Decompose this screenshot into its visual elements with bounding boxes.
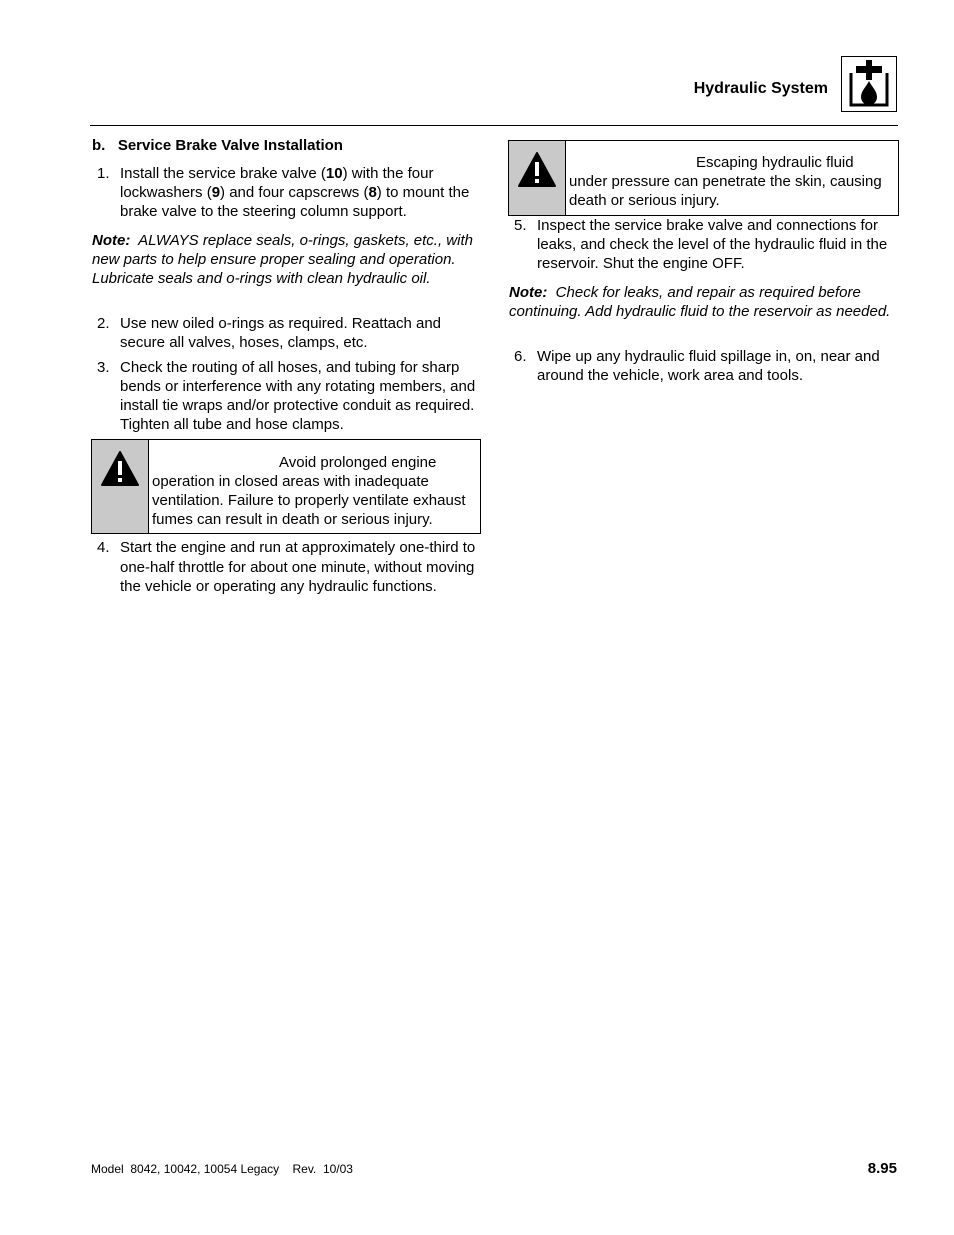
note-text: ALWAYS replace seals, o-rings, gaskets, etc., with new parts to help ensure proper sealing and operation. Lubricate seals and o-rings with clean hydraulic oil. — [92, 232, 473, 287]
step-2 — [92, 314, 482, 352]
step-6 — [509, 347, 899, 385]
warning-gutter — [92, 440, 149, 533]
footer-model-info: Model 8042, 10042, 10054 Legacy Rev. 10/03 — [91, 1162, 353, 1176]
step-text: Inspect the service brake valve and connections for leaks, and check the level of the hydraulic fluid in the reservoir. Shut the engine OFF. — [537, 217, 888, 272]
step-text: Check the routing of all hoses, and tubing for sharp bends or interference with any rotating members, and install tie wraps and/or protective conduit as required. Tighten all tube and hose clamps. — [120, 359, 476, 433]
step-number: 2. — [97, 315, 110, 332]
warning-box — [91, 439, 481, 534]
step-1 — [92, 164, 482, 221]
warning-text: Escaping hydraulic fluid under pressure can penetrate the skin, causing death or serious injury. — [569, 154, 882, 209]
warning-text: Avoid prolonged engine operation in closed areas with inadequate ventilation. Failure to properly ventilate exhaust fumes can result in death or serious injury. — [152, 454, 466, 528]
note — [509, 283, 894, 321]
step-5 — [509, 216, 899, 273]
warning-gutter — [509, 141, 566, 215]
step-number: 3. — [97, 359, 110, 376]
note-label: Note: — [509, 284, 548, 301]
step-text: Wipe up any hydraulic fluid spillage in, on, near and around the vehicle, work area and tools. — [537, 348, 880, 384]
step-text: Install the service brake valve (10) with the four lockwashers (9) and four capscrews (8) to mount the brake valve to the steering column support. — [120, 165, 470, 220]
step-text: Use new oiled o-rings as required. Reattach and secure all valves, hoses, clamps, etc. — [120, 315, 442, 351]
warning-icon — [100, 450, 140, 488]
step-number: 5. — [514, 217, 527, 234]
warning-box — [508, 140, 899, 216]
step-3 — [92, 358, 482, 434]
warning-icon — [517, 151, 557, 189]
section-heading: b. Service Brake Valve Installation — [92, 137, 343, 154]
step-number: 1. — [97, 165, 110, 182]
step-number: 4. — [97, 539, 110, 556]
note — [92, 231, 477, 288]
step-number: 6. — [514, 348, 527, 365]
header-divider — [90, 125, 898, 126]
step-4 — [92, 538, 482, 597]
step-text: Start the engine and run at approximately one-third to one-half throttle for about one minute, without moving the vehicle or operating any hydraulic functions. — [120, 539, 476, 595]
page-number: 8.95 — [867, 1160, 897, 1177]
section-title: Hydraulic System — [693, 80, 828, 97]
note-label: Note: — [92, 232, 131, 249]
hydraulic-system-icon — [841, 56, 897, 112]
note-text: Check for leaks, and repair as required before continuing. Add hydraulic fluid to the reservoir as needed. — [509, 284, 891, 320]
